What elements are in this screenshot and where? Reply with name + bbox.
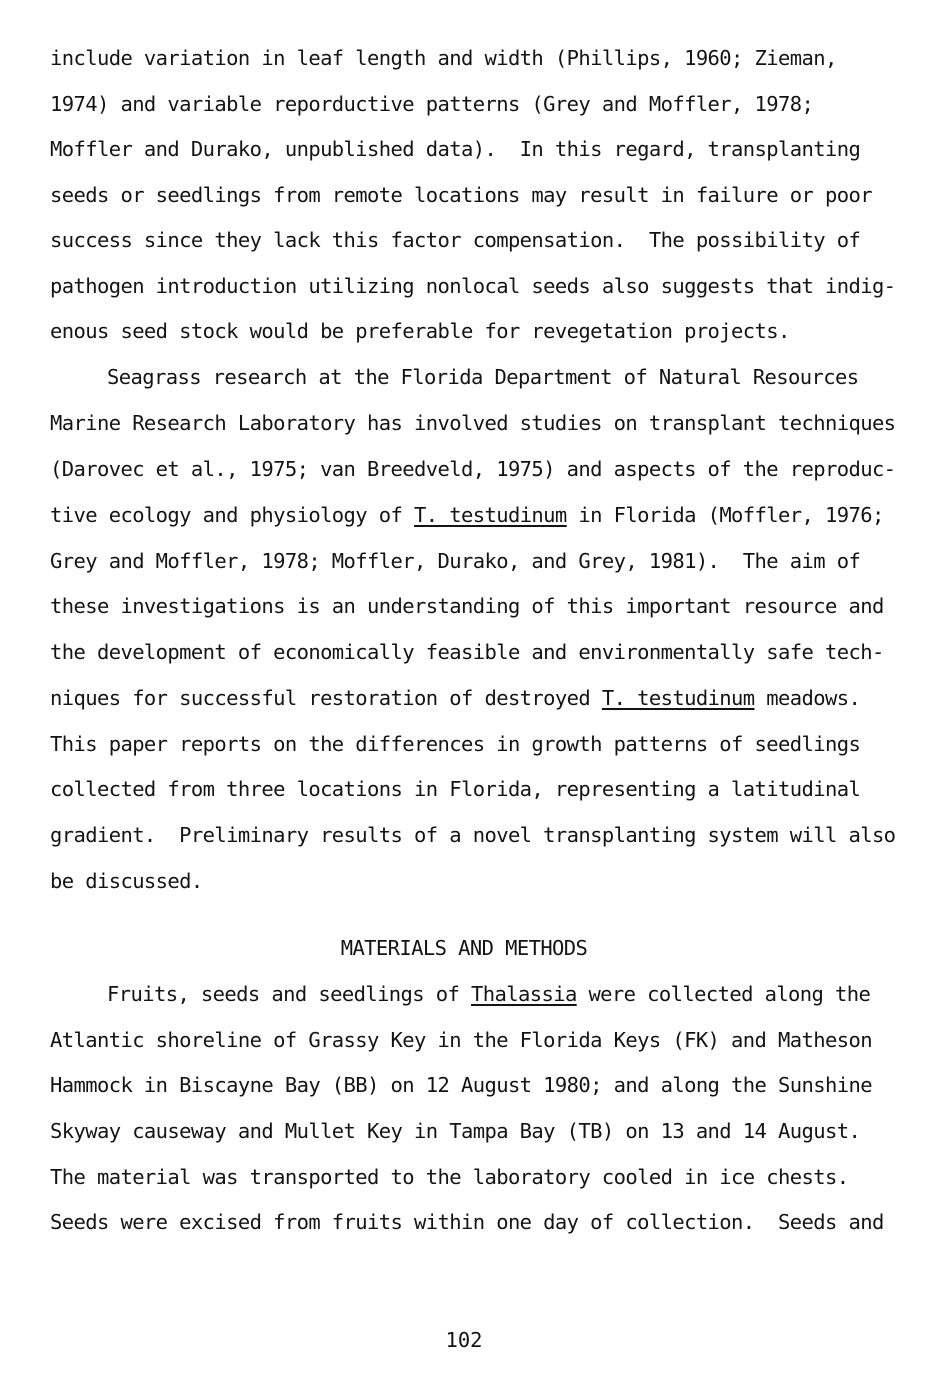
line-text: Fruits, seeds and seedlings of [107,982,472,1006]
paragraph1-line: Moffler and Durako, unpublished data). In this regard, transplanting [50,137,861,161]
page-number: 102 [445,1328,483,1352]
paragraph2-line [50,684,860,712]
line-text: tive ecology and physiology of [50,503,415,527]
paragraph2-line: (Darovec et al., 1975; van Breedveld, 1975) and aspects of the reproduc- [50,457,896,481]
line-text: niques for successful restoration of destroyed [50,686,602,710]
paragraph3-line: The material was transported to the laboratory cooled in ice chests. [50,1165,849,1189]
paragraph2-line: these investigations is an understanding of this important resource and [50,594,884,618]
paragraph2-line: the development of economically feasible and environmentally safe tech- [50,640,884,664]
paragraph1-line: enous seed stock would be preferable for revegetation projects. [50,319,790,343]
paragraph3-line [107,980,870,1008]
paragraph1-line: seeds or seedlings from remote locations may result in failure or poor [50,183,872,207]
line-text: in Florida (Moffler, 1976; [566,503,884,527]
paragraph1-line: include variation in leaf length and width (Phillips, 1960; Zieman, [50,46,837,70]
line-text: were collected along the [576,982,871,1006]
paragraph3-line: Seeds were excised from fruits within one day of collection. Seeds and [50,1210,884,1234]
paragraph1-line: 1974) and variable reporductive patterns (Grey and Moffler, 1978; [50,92,814,116]
paragraph2-line: This paper reports on the differences in growth patterns of seedlings [50,732,861,756]
species-name: T. testudinum [414,503,567,527]
paragraph2-line [50,501,884,529]
section-heading: MATERIALS AND METHODS [340,936,588,960]
paragraph2-line: be discussed. [50,869,203,893]
paragraph2-line: gradient. Preliminary results of a novel transplanting system will also [50,823,896,847]
paragraph1-line: success since they lack this factor compensation. The possibility of [50,228,861,252]
paragraph2-line: Marine Research Laboratory has involved studies on transplant techniques [50,411,896,435]
paragraph2-line: Grey and Moffler, 1978; Moffler, Durako, and Grey, 1981). The aim of [50,549,861,573]
species-name: T. testudinum [601,686,755,710]
paragraph1-line: pathogen introduction utilizing nonlocal seeds also suggests that indig- [50,274,896,298]
paragraph3-line: Hammock in Biscayne Bay (BB) on 12 August 1980; and along the Sunshine [50,1073,872,1097]
paragraph3-line: Atlantic shoreline of Grassy Key in the Florida Keys (FK) and Matheson [50,1028,872,1052]
line-text: meadows. [754,686,861,710]
paragraph2-line: Seagrass research at the Florida Department of Natural Resources [107,365,859,389]
paragraph3-line: Skyway causeway and Mullet Key in Tampa Bay (TB) on 13 and 14 August. [50,1119,861,1143]
genus-name: Thalassia [471,982,577,1006]
paragraph2-line: collected from three locations in Florida, representing a latitudinal [50,777,861,801]
